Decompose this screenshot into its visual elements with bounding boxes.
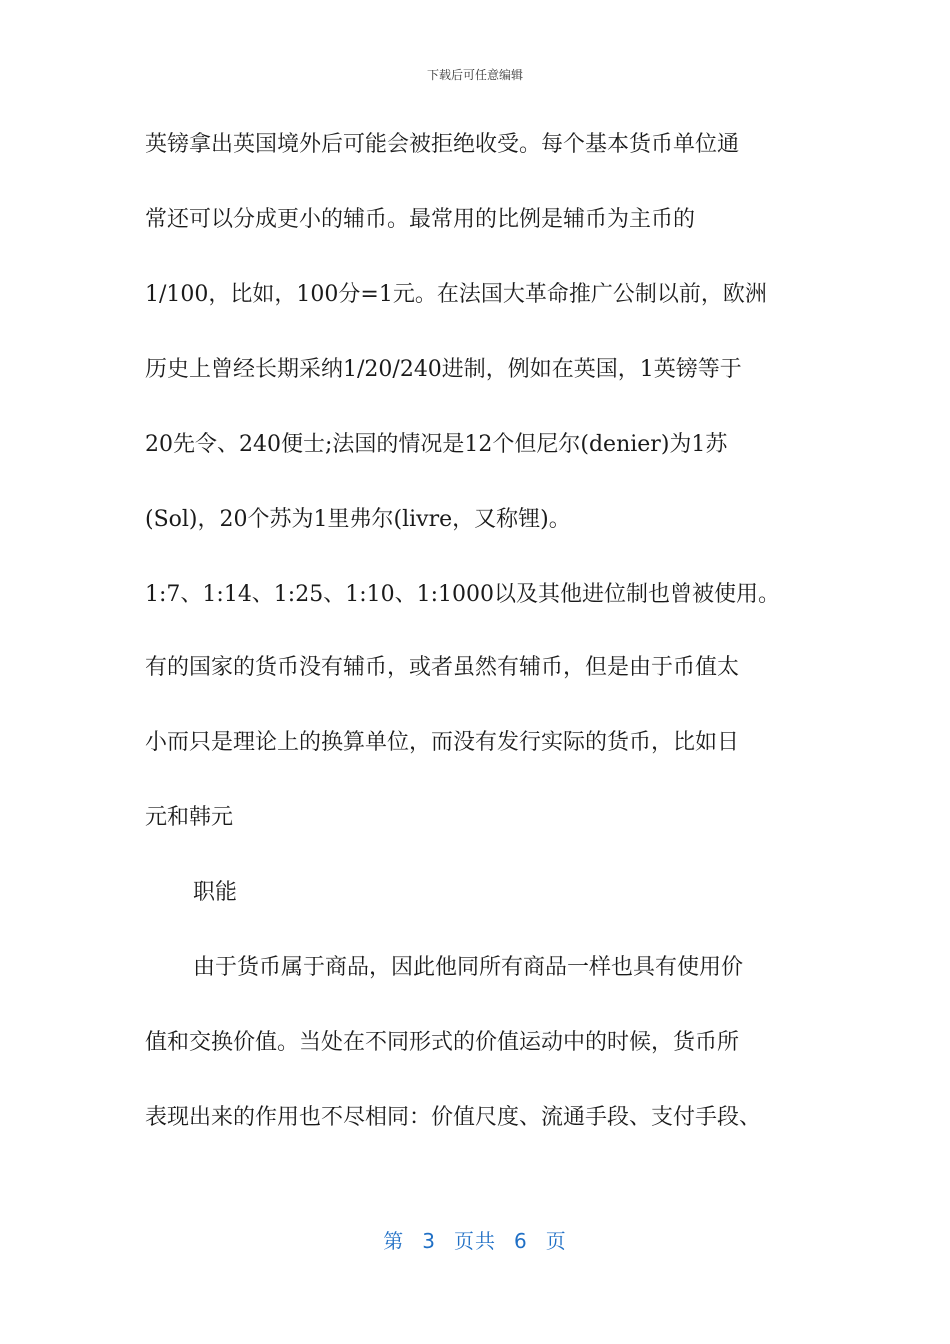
footer-middle: 页共 xyxy=(454,1229,496,1253)
body-line: 元和韩元 xyxy=(145,805,234,830)
footer-suffix: 页 xyxy=(545,1229,567,1253)
body-line: 1:7、1:14、1:25、1:10、1:1000以及其他进位制也曾被使用。 xyxy=(145,582,781,607)
page-header-note: 下载后可任意编辑 xyxy=(426,68,523,82)
body-line: 常还可以分成更小的辅币。最常用的比例是辅币为主币的 xyxy=(145,207,696,232)
body-line: 1/100，比如，100分=1元。在法国大革命推广公制以前，欧洲 xyxy=(145,282,767,307)
body-line: 历史上曾经长期采纳1/20/240进制，例如在英国，1英镑等于 xyxy=(145,357,742,382)
footer-prefix: 第 xyxy=(383,1229,405,1253)
footer-current-page: 3 xyxy=(422,1229,436,1253)
body-line: 值和交换价值。当处在不同形式的价值运动中的时候，货币所 xyxy=(145,1030,740,1055)
page-number-footer xyxy=(0,1225,950,1254)
section-heading: 职能 xyxy=(193,880,238,905)
body-line: 有的国家的货币没有辅币，或者虽然有辅币，但是由于币值太 xyxy=(145,655,740,680)
body-line: 小而只是理论上的换算单位，而没有发行实际的货币，比如日 xyxy=(145,730,740,755)
body-line: 表现出来的作用也不尽相同：价值尺度、流通手段、支付手段、 xyxy=(145,1105,762,1130)
body-line: 由于货币属于商品，因此他同所有商品一样也具有使用价 xyxy=(193,955,744,980)
footer-total-pages: 6 xyxy=(514,1229,528,1253)
body-line: 20先令、240便士;法国的情况是12个但尼尔(denier)为1苏 xyxy=(145,432,728,457)
body-line: (Sol)，20个苏为1里弗尔(livre，又称锂)。 xyxy=(145,507,571,532)
body-line: 英镑拿出英国境外后可能会被拒绝收受。每个基本货币单位通 xyxy=(145,132,740,157)
